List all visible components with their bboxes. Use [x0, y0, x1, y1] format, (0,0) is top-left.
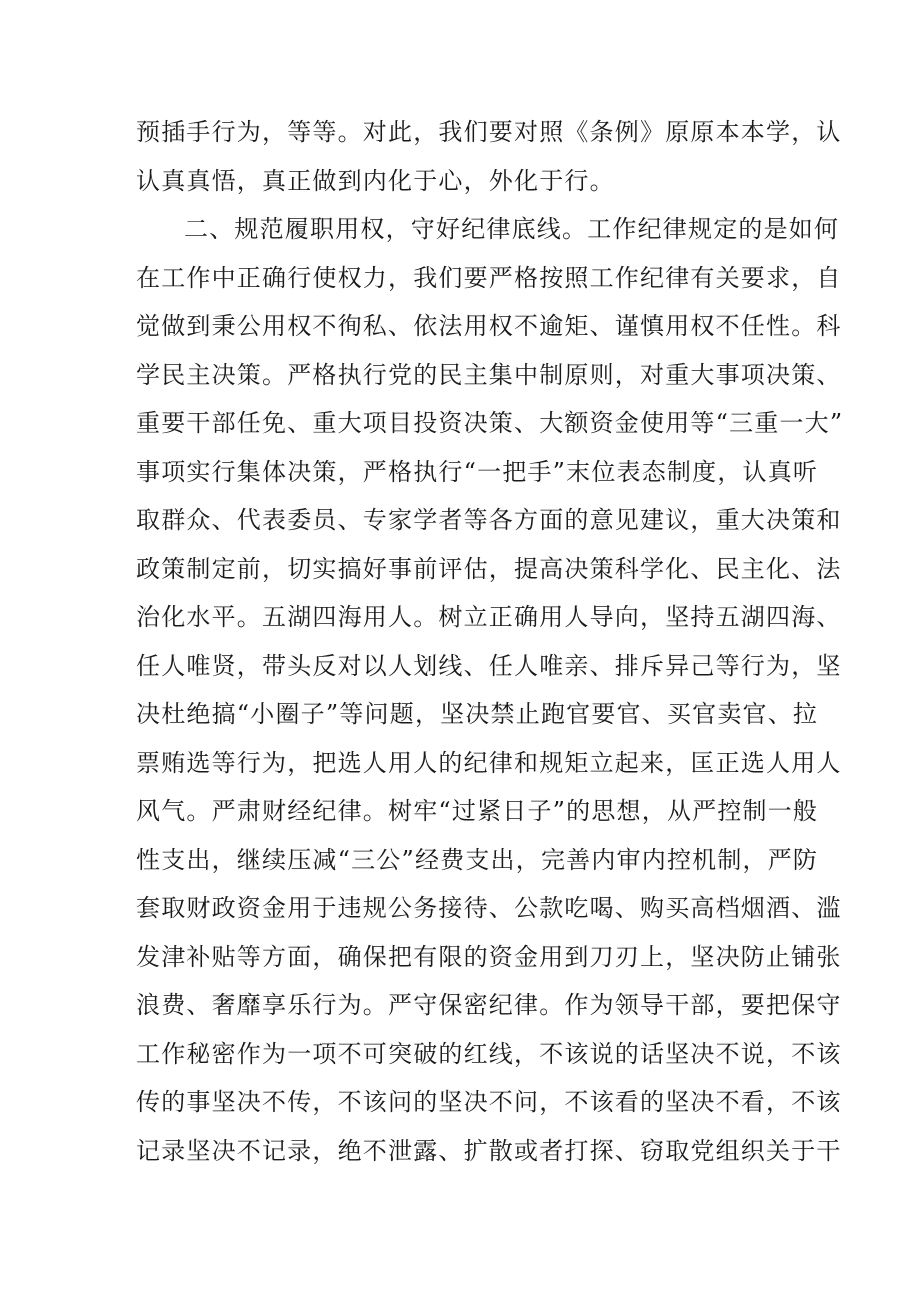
text-line: 浪费、奢靡享乐行为。严守保密纪律。作为领导干部，要把保守: [136, 991, 842, 1019]
text-line: 传的事坚决不传，不该问的坚决不问，不该看的坚决不看，不该: [136, 1088, 842, 1116]
text-line: 重要干部任免、重大项目投资决策、大额资金使用等“三重一大”: [136, 409, 844, 437]
text-line: 工作秘密作为一项不可突破的红线，不该说的话坚决不说，不该: [136, 1039, 842, 1068]
section-heading-line: 二、规范履职用权，守好纪律底线。工作纪律规定的是如何: [184, 215, 840, 243]
body-text: [136, 108, 844, 1175]
text-line: 学民主决策。严格执行党的民主集中制原则，对重大事项决策、: [136, 360, 842, 389]
text-line: 觉做到秉公用权不徇私、依法用权不逾矩、谨慎用权不任性。科: [136, 312, 842, 340]
text-line: 风气。严肃财经纪律。树牢“过紧日子”的思想，从严控制一般: [136, 797, 819, 825]
text-line: 性支出，继续压减“三公”经费支出，完善内审内控机制，严防: [136, 845, 819, 874]
text-line: 套取财政资金用于违规公务接待、公款吃喝、购买高档烟酒、滥: [136, 894, 842, 922]
text-line: 记录坚决不记录，绝不泄露、扩散或者打探、窃取党组织关于干: [136, 1136, 842, 1165]
text-line: 认真真悟，真正做到内化于心，外化于行。: [136, 166, 615, 195]
text-line: 任人唯贤，带头反对以人划线、任人唯亲、排斥异己等行为，坚: [136, 651, 842, 680]
text-line: 预插手行为，等等。对此，我们要对照《条例》原原本本学，认: [136, 118, 842, 146]
text-line: 发津补贴等方面，确保把有限的资金用到刀刃上，坚决防止铺张: [136, 942, 842, 971]
text-line: 在工作中正确行使权力，我们要严格按照工作纪律有关要求，自: [136, 263, 842, 292]
text-line: 政策制定前，切实搞好事前评估，提高决策科学化、民主化、法: [136, 554, 842, 583]
text-line: 治化水平。五湖四海用人。树立正确用人导向，坚持五湖四海、: [136, 603, 842, 631]
text-line: 票贿选等行为，把选人用人的纪律和规矩立起来，匡正选人用人: [136, 748, 842, 777]
text-line: 事项实行集体决策，严格执行“一把手”末位表态制度，认真听: [136, 457, 819, 486]
text-line: 决杜绝搞“小圈子”等问题，坚决禁止跑官要官、买官卖官、拉: [136, 700, 819, 728]
text-line: 取群众、代表委员、专家学者等各方面的意见建议，重大决策和: [136, 506, 842, 534]
